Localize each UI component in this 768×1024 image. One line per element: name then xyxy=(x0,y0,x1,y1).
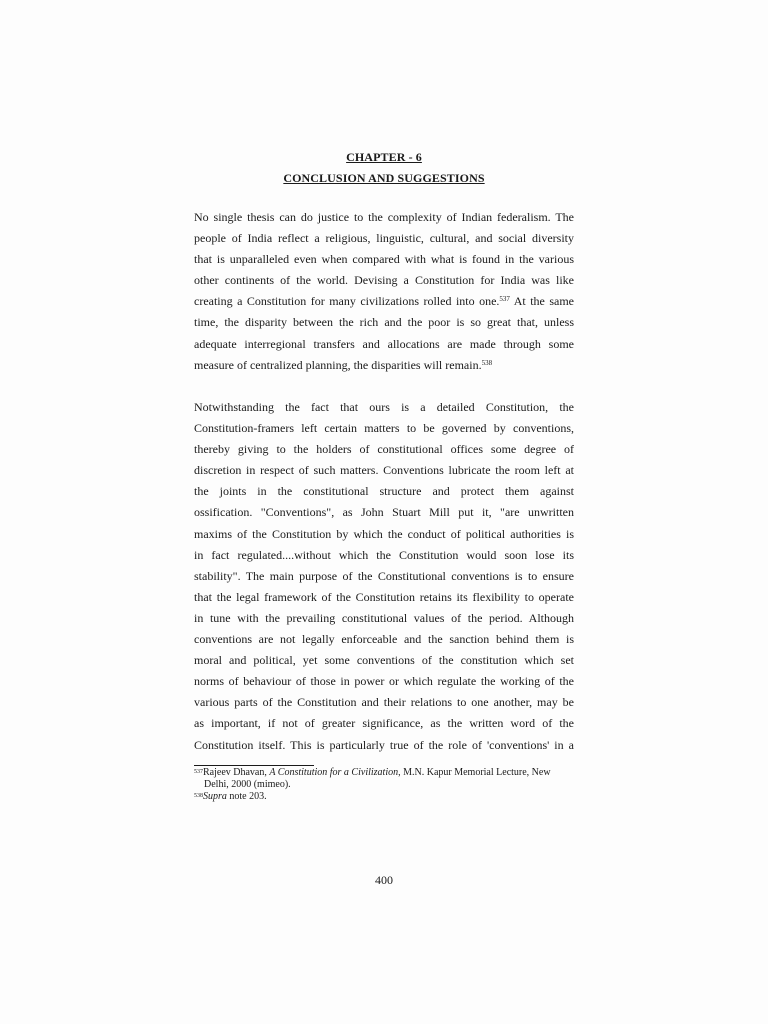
footnote-538 xyxy=(194,791,574,803)
text-line: in tune with the prevailing constitutional values of the period. Although xyxy=(194,610,574,625)
text-segment: At the same xyxy=(509,294,575,309)
text-segment: measure of centralized planning, the disparities will remain. xyxy=(194,357,482,372)
text-line: that the legal framework of the Constitution retains its flexibility to operate xyxy=(194,589,574,604)
page-number: 400 xyxy=(375,873,393,887)
text-line: time, the disparity between the rich and the poor is so great that, unless xyxy=(194,315,574,330)
text-line: as important, if not of greater significance, as the written word of the xyxy=(194,716,574,731)
text-line xyxy=(194,355,574,376)
text-line: discretion in respect of such matters. Conventions lubricate the room left at xyxy=(194,463,574,478)
text-line: Constitution itself. This is particularly true of the role of 'conventions' in a xyxy=(194,737,574,752)
text-line: ossification. "Conventions", as John Stuart Mill put it, "are unwritten xyxy=(194,505,574,520)
text-line: in fact regulated....without which the Constitution would soon lose its xyxy=(194,547,574,562)
text-line: Constitution-framers left certain matters to be governed by conventions, xyxy=(194,421,574,436)
footnote-ref-537: 537 xyxy=(499,295,510,304)
footnote-number: 537 xyxy=(194,769,203,775)
text-line: thereby giving to the holders of constitutional offices some degree of xyxy=(194,442,574,457)
footnote-text: note 203. xyxy=(226,791,267,802)
chapter-heading: CHAPTER - 6 xyxy=(346,150,422,164)
footnote-divider xyxy=(194,765,314,766)
text-line: other continents of the world. Devising a Constitution for India was like xyxy=(194,273,574,288)
footnote-537-continued: Delhi, 2000 (mimeo). xyxy=(204,779,291,790)
footnote-author: Rajeev Dhavan, xyxy=(203,767,270,778)
text-line: the joints in the constitutional structure and protect them against xyxy=(194,484,574,499)
text-line xyxy=(194,291,574,312)
text-segment: creating a Constitution for many civilizations rolled into one. xyxy=(194,294,500,309)
footnote-supra: Supra xyxy=(203,791,227,802)
chapter-title: CONCLUSION AND SUGGESTIONS xyxy=(283,171,485,185)
text-line: stability". The main purpose of the Constitutional conventions is to ensure xyxy=(194,568,574,583)
text-line: moral and political, yet some conventions of the constitution which set xyxy=(194,653,574,668)
text-line: various parts of the Constitution and their relations to one another, may be xyxy=(194,695,574,710)
text-line: Notwithstanding the fact that ours is a detailed Constitution, the xyxy=(194,400,574,414)
text-line: conventions are not legally enforceable and the sanction behind them is xyxy=(194,632,574,647)
text-line: adequate interregional transfers and allocations are made through some xyxy=(194,336,574,351)
text-line: maxims of the Constitution by which the conduct of political authorities is xyxy=(194,526,574,541)
footnote-number: 538 xyxy=(194,793,203,799)
footnote-title: A Constitution for a Civilization xyxy=(269,767,399,778)
footnotes xyxy=(194,767,574,803)
text-line: No single thesis can do justice to the complexity of Indian federalism. The xyxy=(194,210,574,224)
footnote-text: , M.N. Kapur Memorial Lecture, New xyxy=(398,767,551,778)
footnote-537 xyxy=(194,767,574,779)
paragraph-2 xyxy=(194,397,574,756)
text-line: norms of behaviour of those in power or which regulate the working of the xyxy=(194,674,574,689)
text-line: people of India reflect a religious, linguistic, cultural, and social diversity xyxy=(194,231,574,246)
footnote-ref-538: 538 xyxy=(481,358,493,367)
text-line: that is unparalleled even when compared with what is found in the various xyxy=(194,252,574,267)
paragraph-1 xyxy=(194,207,574,376)
